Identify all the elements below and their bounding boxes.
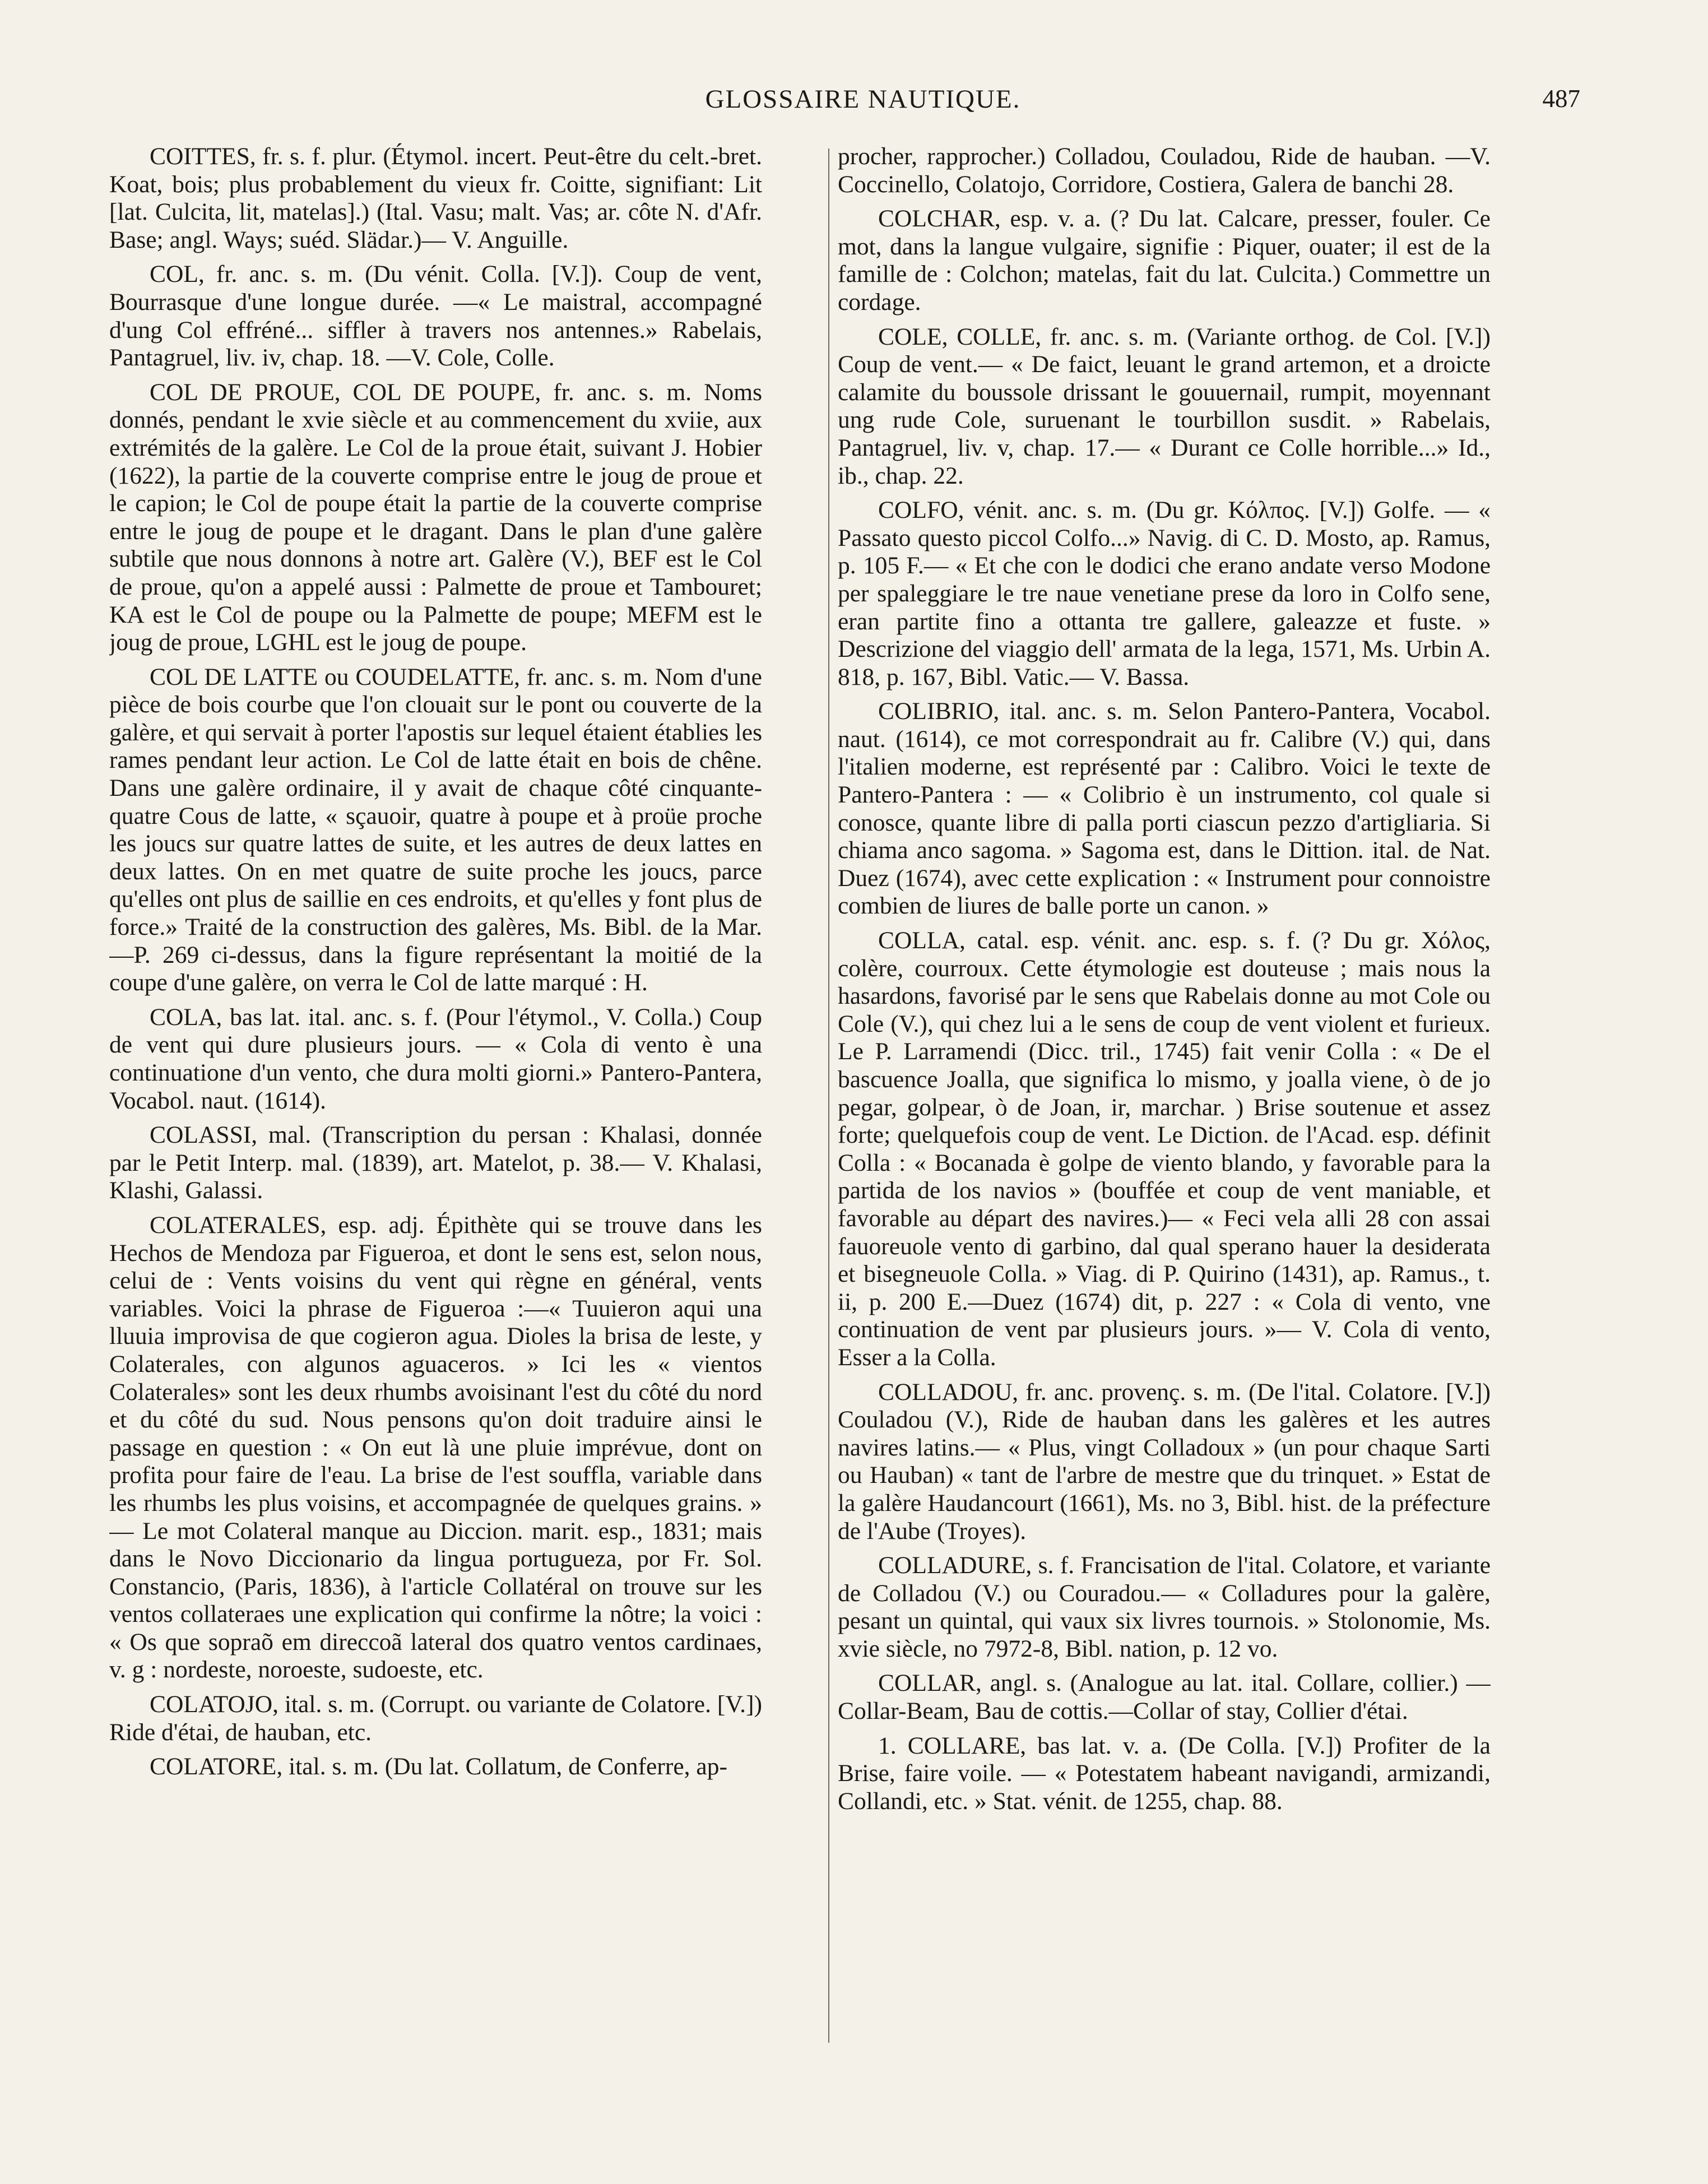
column-divider — [828, 149, 829, 2043]
entry-coittes: COITTES, fr. s. f. plur. (Étymol. incert. Peut-être du celt.-bret. Koat, bois; plus probablement du vieux fr. Coitte, signifiant: Lit [lat. Culcita, lit, matelas].) (Ital. Vasu; malt. Vas; ar. côte N. d'Afr. Base; angl. Ways; suéd. Slädar.)— V. Anguille. — [109, 143, 762, 253]
entry-col-de-latte: COL DE LATTE ou COUDELATTE, fr. anc. s. m. Nom d'une pièce de bois courbe que l'on clouait sur le pont ou couverte de la galère, et qui servait à porter l'apostis sur lequel étaient établies les rames pendant leur action. Le Col de latte était en bois de chêne. Dans une galère ordinaire, il y avait de chaque côté cinquante-quatre Cous de latte, « sçauoir, quatre à poupe et à proüe proche les joucs sur quatre lattes de suite, et les autres de deux lattes en deux lattes. On en met quatre de suite proche les joucs, parce qu'elles ont plus de saillie en ces endroits, et qu'elles y font plus de force.» Traité de la construction des galères, Ms. Bibl. de la Mar.—P. 269 ci-dessus, dans la figure représentant la moitié de la coupe d'une galère, on verra le Col de latte marqué : H. — [109, 663, 762, 996]
right-column — [838, 143, 1491, 2048]
entry-colibrio: COLIBRIO, ital. anc. s. m. Selon Pantero-Pantera, Vocabol. naut. (1614), ce mot correspondrait au fr. Calibre (V.) qui, dans l'italien moderne, est représenté par : Calibro. Voici le texte de Pantero-Pantera : — « Colibrio è un instrumento, col quale si conosce, quante libre di palla porti ciascun pezzo d'artigliaria. Si chiama anco sagoma. » Sagoma est, dans le Dittion. ital. de Nat. Duez (1674), avec cette explication : « Instrument pour connoistre combien de liures de balle porte un canon. » — [838, 698, 1491, 920]
entry-colatore: COLATORE, ital. s. m. (Du lat. Collatum, de Conferre, ap- — [150, 1753, 727, 1780]
entry-colladure: COLLADURE, s. f. Francisation de l'ital. Colatore, et variante de Colladou (V.) ou Couradou.— « Colladures pour la galère, pesant un quintal, qui vaux six livres tournois. » Stolonomie, Ms. xvie siècle, no 7972-8, Bibl. nation, p. 12 vo. — [838, 1552, 1491, 1662]
entry-cola: COLA, bas lat. ital. anc. s. f. (Pour l'étymol., V. Colla.) Coup de vent qui dure plusieurs jours. — « Cola di vento è una continuatione d'un vento, che dura molti giorni.» Pantero-Pantera, Vocabol. naut. (1614). — [109, 1003, 762, 1114]
entry-colla: COLLA, catal. esp. vénit. anc. esp. s. f. (? Du gr. Χόλος, colère, courroux. Cette étymologie est douteuse ; mais nous la hasardons, favorisé par le sens que Rabelais donne au mot Cole ou Cole (V.), qui chez lui a le sens de coup de vent violent et furieux. Le P. Larramendi (Dicc. tril., 1745) fait venir Colla : « De el bascuence Joalla, que significa lo mismo, y joalla viene, ò de jo pegar, golpear, ò de Joan, ir, marchar. ) Brise soutenue et assez forte; quelquefois coup de vent. Le Diction. de l'Acad. esp. définit Colla : « Bocanada è golpe de viento blando, y favorable para la partida de los navios » (bouffée et coup de vent maniable, et favorable au départ des navires.)— « Feci vela alli 28 con assai fauoreuole vento di garbino, dal qual sperano hauer la desiderata et bisegneuole Colla. » Viag. di P. Quirino (1431), ap. Ramus., t. ii, p. 200 E.—Duez (1674) dit, p. 227 : « Cola di vento, vne continuation de vent par plusieurs jours. »— V. Cola di vento, Esser a la Colla. — [838, 927, 1491, 1371]
entry-colchar: COLCHAR, esp. v. a. (? Du lat. Calcare, presser, fouler. Ce mot, dans la langue vulgaire, signifie : Piquer, ouater; il est de la famille de : Colchon; matelas, fait du lat. Culcita.) Commettre un cordage. — [838, 205, 1491, 316]
left-column — [109, 143, 762, 2048]
entry-col-de-proue: COL DE PROUE, COL DE POUPE, fr. anc. s. m. Noms donnés, pendant le xvie siècle et au commencement du xviie, aux extrémités de la galère. Le Col de la proue était, suivant J. Hobier (1622), la partie de la couverte comprise entre le joug de proue et le capion; le Col de poupe était la partie de la couverte comprise entre le joug de poupe et le dragant. Dans le plan d'une galère subtile que nous donnons à notre art. Galère (V.), BEF est le Col de proue, qu'on a appelé aussi : Palmette de proue et Tambouret; KA est le Col de poupe ou la Palmette de poupe; MEFM est le joug de proue, LGHL est le joug de poupe. — [109, 378, 762, 656]
entry-colassi: COLASSI, mal. (Transcription du persan : Khalasi, donnée par le Petit Interp. mal. (1839), art. Matelot, p. 38.— V. Khalasi, Klashi, Galassi. — [109, 1121, 762, 1204]
entry-collar: COLLAR, angl. s. (Analogue au lat. ital. Collare, collier.) —Collar-Beam, Bau de cottis.—Collar of stay, Collier d'étai. — [838, 1670, 1491, 1725]
page-number: 487 — [1542, 85, 1580, 113]
entry-collare: 1. COLLARE, bas lat. v. a. (De Colla. [V.]) Profiter de la Brise, faire voile. — « Potestatem habeant navigandi, armizandi, Collandi, etc. » Stat. vénit. de 1255, chap. 88. — [838, 1732, 1491, 1815]
entry-colatojo: COLATOJO, ital. s. m. (Corrupt. ou variante de Colatore. [V.]) Ride d'étai, de hauban, etc. — [109, 1691, 762, 1746]
entry-colfo: COLFO, vénit. anc. s. m. (Du gr. Κόλπος. [V.]) Golfe. — « Passato questo piccol Colfo...» Navig. di C. D. Mosto, ap. Ramus, p. 105 F.— « Et che con le dodici che erano andate verso Modone per spaleggiare le tre naue venetiane prese da loro in Colfo sene, eran partite fino a ottanta tre gallere, galeazze et fuste. » Descrizione del viaggio dell' armata de la lega, 1571, Ms. Urbin A. 818, p. 167, Bibl. Vatic.— V. Bassa. — [838, 497, 1491, 690]
entry-cole: COLE, COLLE, fr. anc. s. m. (Variante orthog. de Col. [V.]) Coup de vent.— « De faict, leuant le grand artemon, et a droicte calamite du boussole drissant le gouuernail, rumpit, moyennant ung rude Cole, suruenant le tourbillon susdit. » Rabelais, Pantagruel, liv. v, chap. 17.— « Durant ce Colle horrible...» Id., ib., chap. 22. — [838, 323, 1491, 489]
entry-col: COL, fr. anc. s. m. (Du vénit. Colla. [V.]). Coup de vent, Bourrasque d'une longue durée. —« Le maistral, accompagné d'ung Col effréné... siffler à travers nos antennes.» Rabelais, Pantagruel, liv. iv, chap. 18. —V. Cole, Colle. — [109, 261, 762, 372]
entry-colatore-continued: procher, rapprocher.) Colladou, Couladou, Ride de hauban. —V. Coccinello, Colatojo, Corridore, Costiera, Galera de banchi 28. — [838, 143, 1491, 198]
page-header — [146, 84, 1580, 123]
entry-colaterales: COLATERALES, esp. adj. Épithète qui se trouve dans les Hechos de Mendoza par Figueroa, et dont le sens est, selon nous, celui de : Vents voisins du vent qui règne en général, vents variables. Voici la phrase de Figueroa :—« Tuuieron aqui una lluuia improvisa de que cogieron agua. Dioles la brisa de leste, y Colaterales, con algunos aguaceros. » Ici les « vientos Colaterales» sont les deux rhumbs avoisinant l'est du côté du nord et du côté du sud. Nous pensons qu'on doit traduire ainsi le passage en question : « On eut là une pluie imprévue, dont on profita pour faire de l'eau. La brise de l'est souffla, variable dans les rhumbs les plus voisins, et accompagnée de quelques grains. » — Le mot Colateral manque au Diccion. marit. esp., 1831; mais dans le Novo Diccionario da lingua portugueza, por Fr. Sol. Constancio, (Paris, 1836), à l'article Collatéral on trouve sur les ventos collateraes une explication qui confirme la nôtre; la voici : « Os que sopraõ em direccoã lateral dos quatro ventos cardinaes, v. g : nordeste, noroeste, sudoeste, etc. — [109, 1211, 762, 1684]
entry-colladou: COLLADOU, fr. anc. provenç. s. m. (De l'ital. Colatore. [V.]) Couladou (V.), Ride de hauban dans les galères et les autres navires latins.— « Plus, vingt Colladoux » (un pour chaque Sarti ou Hauban) « tant de l'arbre de mestre que du trinquet. » Estat de la galère Haudancourt (1661), Ms. no 3, Bibl. hist. de la préfecture de l'Aube (Troyes). — [838, 1378, 1491, 1545]
running-title: GLOSSAIRE NAUTIQUE. — [705, 85, 1021, 114]
